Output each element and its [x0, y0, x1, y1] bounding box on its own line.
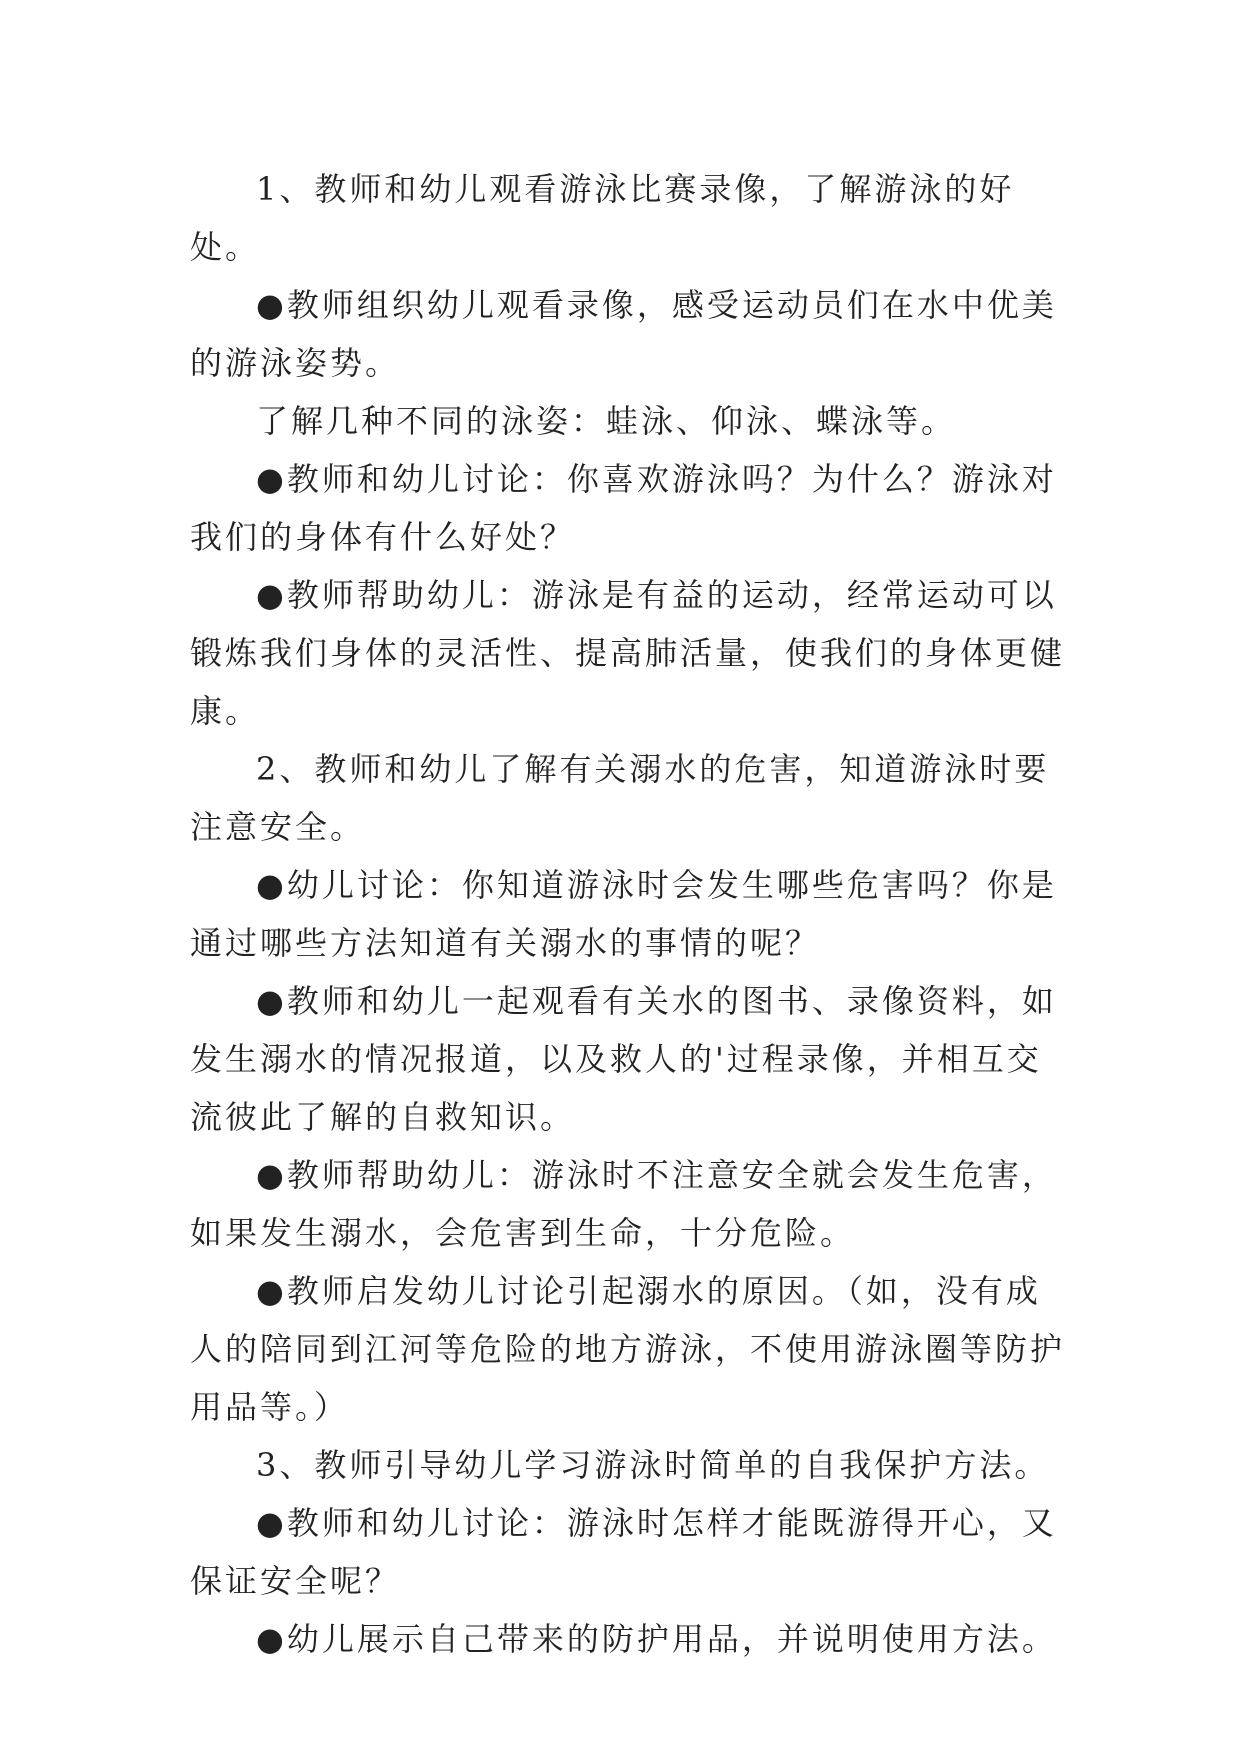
paragraph-teacher-summary-benefits: ●教师帮助幼儿：游泳是有益的运动，经常运动可以锻炼我们身体的灵活性、提高肺活量，使我们的身体更健康。	[190, 576, 1066, 730]
paragraph-step-1-heading: 1、教师和幼儿观看游泳比赛录像，了解游泳的好处。	[190, 170, 1015, 266]
paragraph-watch-video: ●教师组织幼儿观看录像，感受运动员们在水中优美的游泳姿势。	[190, 286, 1057, 382]
paragraph-watch-materials: ●教师和幼儿一起观看有关水的图书、录像资料，如发生溺水的情况报道，以及救人的'过程录像，并相互交流彼此了解的自救知识。	[190, 982, 1057, 1136]
paragraph-step-3-heading: 3、教师引导幼儿学习游泳时简单的自我保护方法。	[256, 1446, 1050, 1484]
paragraph-teacher-summary-dangers: ●教师帮助幼儿：游泳时不注意安全就会发生危害，如果发生溺水，会危害到生命，十分危险。	[190, 1156, 1057, 1252]
paragraph-discussion-dangers: ●幼儿讨论：你知道游泳时会发生哪些危害吗？你是通过哪些方法知道有关溺水的事情的呢？	[190, 866, 1057, 962]
document-body	[190, 160, 1070, 1668]
paragraph-swim-styles: 了解几种不同的泳姿：蛙泳、仰泳、蝶泳等。	[256, 402, 957, 440]
paragraph-discussion-safety: ●教师和幼儿讨论：游泳时怎样才能既游得开心，又保证安全呢？	[190, 1504, 1057, 1600]
paragraph-discussion-benefits: ●教师和幼儿讨论：你喜欢游泳吗？为什么？游泳对我们的身体有什么好处？	[190, 460, 1057, 556]
paragraph-causes-of-drowning: ●教师启发幼儿讨论引起溺水的原因。（如，没有成人的陪同到江河等危险的地方游泳，不使用游泳圈等防护用品等。）	[190, 1272, 1066, 1426]
paragraph-show-equipment: ●幼儿展示自己带来的防护用品，并说明使用方法。	[256, 1620, 1057, 1658]
paragraph-step-2-heading: 2、教师和幼儿了解有关溺水的危害，知道游泳时要注意安全。	[190, 750, 1050, 846]
